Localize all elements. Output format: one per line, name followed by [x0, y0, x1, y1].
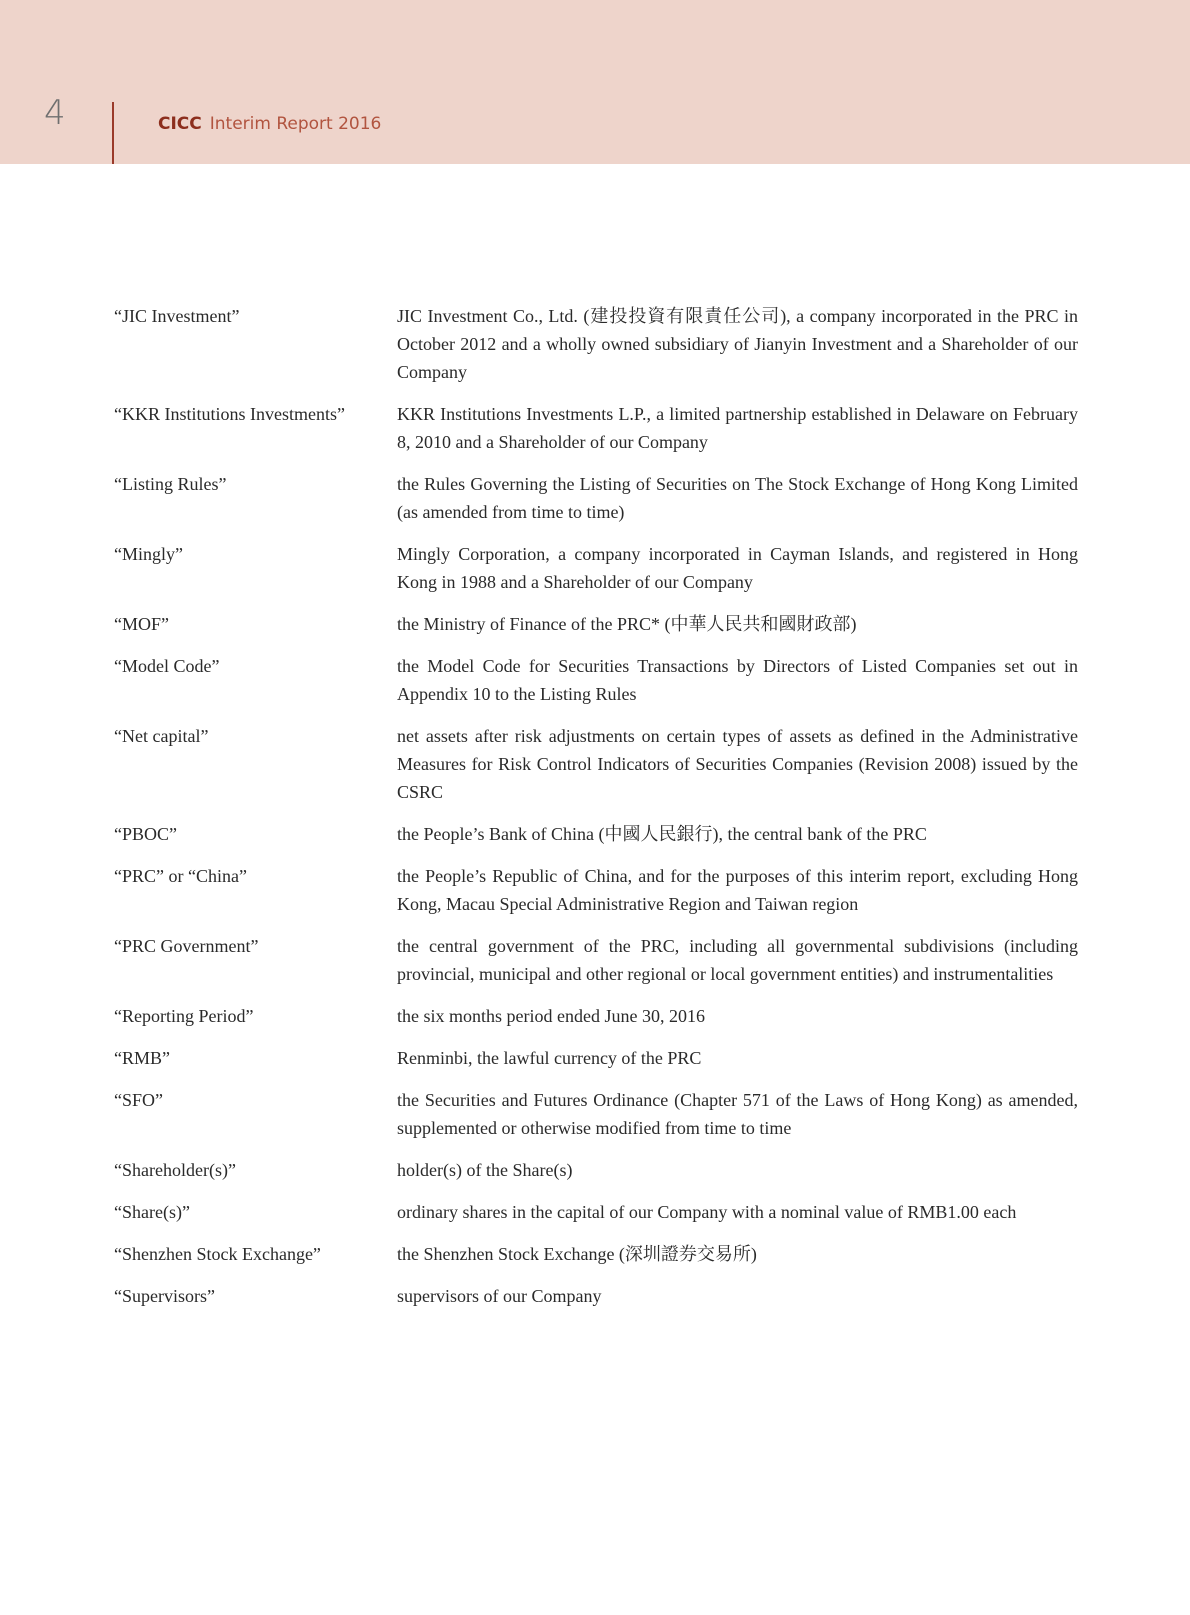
- definition-text: the Ministry of Finance of the PRC* (中華人民共和國財政部): [397, 614, 857, 634]
- definition-text: Mingly Corporation, a company incorporated in Cayman Islands, and registered in Hong Kong in 1988 and a Shareholder of our Company: [397, 544, 1078, 592]
- definition-row: [114, 820, 1078, 848]
- definition-term: “MOF”: [114, 614, 169, 634]
- definition-row: [114, 1044, 1078, 1072]
- definition-text: net assets after risk adjustments on certain types of assets as defined in the Administrative Measures for Risk Control Indicators of Securities Companies (Revision 2008) issued by the CSRC: [397, 726, 1078, 802]
- definition-row: [114, 722, 1078, 806]
- definition-row: [114, 470, 1078, 526]
- definition-term: “SFO”: [114, 1090, 163, 1110]
- definition-text: KKR Institutions Investments L.P., a limited partnership established in Delaware on February 8, 2010 and a Shareholder of our Company: [397, 404, 1078, 452]
- definition-row: [114, 652, 1078, 708]
- definition-text: holder(s) of the Share(s): [397, 1160, 573, 1180]
- definition-row: [114, 862, 1078, 918]
- definition-row: [114, 1086, 1078, 1142]
- definition-text: Renminbi, the lawful currency of the PRC: [397, 1048, 702, 1068]
- definition-term: “PRC Government”: [114, 936, 259, 956]
- definition-row: [114, 1198, 1078, 1226]
- definition-text: the People’s Republic of China, and for the purposes of this interim report, excluding Hong Kong, Macau Special Administrative Region and Taiwan region: [397, 866, 1078, 914]
- definition-term: “JIC Investment”: [114, 306, 240, 326]
- definition-text: the Rules Governing the Listing of Securities on The Stock Exchange of Hong Kong Limited (as amended from time to time): [397, 474, 1078, 522]
- definition-row: [114, 540, 1078, 596]
- definition-term: “Supervisors”: [114, 1286, 215, 1306]
- definition-term: “KKR Institutions Investments”: [114, 404, 345, 424]
- definition-row: [114, 932, 1078, 988]
- definition-row: [114, 610, 1078, 638]
- definition-term: “PRC” or “China”: [114, 866, 247, 886]
- definition-text: the People’s Bank of China (中國人民銀行), the central bank of the PRC: [397, 824, 927, 844]
- definition-row: [114, 302, 1078, 386]
- definition-text: the Model Code for Securities Transactions by Directors of Listed Companies set out in Appendix 10 to the Listing Rules: [397, 656, 1078, 704]
- definition-text: supervisors of our Company: [397, 1286, 602, 1306]
- header-divider: [112, 102, 114, 164]
- definition-text: the six months period ended June 30, 2016: [397, 1006, 705, 1026]
- definition-term: “Model Code”: [114, 656, 220, 676]
- definition-row: [114, 1156, 1078, 1184]
- definition-term: “Shenzhen Stock Exchange”: [114, 1244, 321, 1264]
- definition-term: “RMB”: [114, 1048, 170, 1068]
- definition-text: the Securities and Futures Ordinance (Chapter 571 of the Laws of Hong Kong) as amended, supplemented or otherwise modified from time to time: [397, 1090, 1078, 1138]
- definition-term: “Mingly”: [114, 544, 183, 564]
- page-number: 4: [44, 93, 66, 133]
- definition-term: “Listing Rules”: [114, 474, 227, 494]
- definition-row: [114, 1002, 1078, 1030]
- definition-row: [114, 1282, 1078, 1310]
- definition-term: “Shareholder(s)”: [114, 1160, 236, 1180]
- definition-term: “PBOC”: [114, 824, 177, 844]
- definitions-list: [114, 302, 1078, 1324]
- definition-term: “Reporting Period”: [114, 1006, 254, 1026]
- running-header: [158, 113, 381, 135]
- brand-name: CICC: [158, 114, 202, 134]
- header-band: [0, 0, 1190, 164]
- definition-text: ordinary shares in the capital of our Company with a nominal value of RMB1.00 each: [397, 1202, 1017, 1222]
- definition-term: “Net capital”: [114, 726, 209, 746]
- definition-text: JIC Investment Co., Ltd. (建投投資有限責任公司), a company incorporated in the PRC in October 2012 and a wholly owned subsidiary of Jianyin Investment and a Shareholder of our Company: [397, 306, 1078, 382]
- report-name: Interim Report 2016: [209, 114, 382, 134]
- definition-text: the central government of the PRC, including all governmental subdivisions (including provincial, municipal and other regional or local government entities) and instrumentalities: [397, 936, 1078, 984]
- definition-row: [114, 1240, 1078, 1268]
- definition-term: “Share(s)”: [114, 1202, 190, 1222]
- definition-row: [114, 400, 1078, 456]
- definition-text: the Shenzhen Stock Exchange (深圳證券交易所): [397, 1244, 757, 1264]
